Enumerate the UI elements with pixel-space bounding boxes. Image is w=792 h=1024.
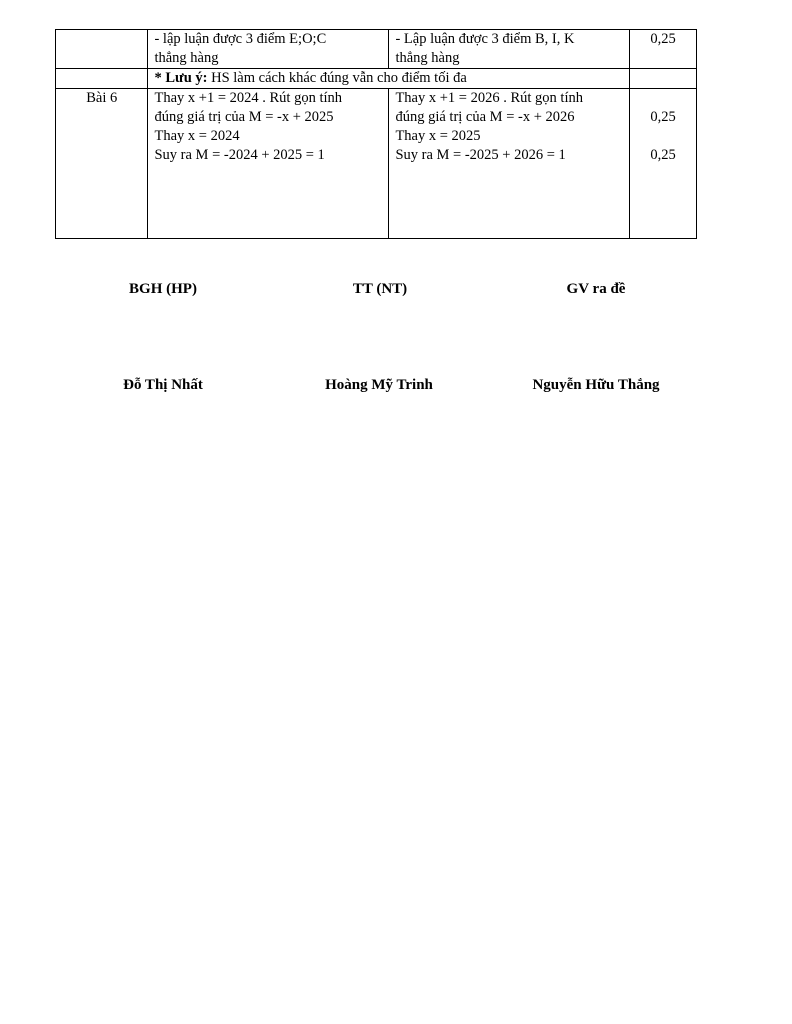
problem-label: Bài 6 (86, 90, 118, 106)
signature-title-principal: BGH (HP) (129, 281, 197, 297)
signature-title-teacher: GV ra đề (566, 281, 626, 297)
answer-line: thẳng hàng (154, 50, 219, 66)
score-value: 0,25 (650, 147, 676, 163)
answer-line: Thay x = 2025 (395, 128, 481, 144)
answer-line: đúng giá trị của M = -x + 2026 (395, 109, 575, 125)
note-text: HS làm cách khác đúng vẫn cho điểm tối đa (207, 70, 467, 86)
problem-cell (56, 69, 148, 89)
answer-cell-a (148, 30, 389, 69)
answer-line: đúng giá trị của M = -x + 2025 (154, 109, 334, 125)
signature-title-head: TT (NT) (352, 281, 408, 297)
grading-table (55, 29, 697, 239)
signature-name-head: Hoàng Mỹ Trinh (325, 377, 433, 393)
note-label: * Lưu ý: (154, 70, 208, 86)
signature-name-principal: Đỗ Thị Nhất (123, 377, 203, 393)
answer-line: Suy ra M = -2025 + 2026 = 1 (395, 147, 566, 163)
answer-cell-b (389, 89, 630, 239)
answer-cell-a (148, 89, 389, 239)
score-cell (630, 89, 697, 239)
score-cell (630, 30, 697, 69)
answer-line: Thay x = 2024 (154, 128, 240, 144)
score-value: 0,25 (650, 31, 676, 47)
answer-line: - Lập luận được 3 điểm B, I, K (395, 31, 575, 47)
answer-line: thẳng hàng (395, 50, 460, 66)
table-row (56, 89, 697, 239)
answer-cell-b (389, 30, 630, 69)
answer-line: Suy ra M = -2024 + 2025 = 1 (154, 147, 325, 163)
note-cell (148, 69, 630, 89)
problem-cell (56, 89, 148, 239)
table-row (56, 69, 697, 89)
score-cell (630, 69, 697, 89)
answer-line: - lập luận được 3 điểm E;O;C (154, 31, 327, 47)
answer-line: Thay x +1 = 2024 . Rút gọn tính (154, 90, 342, 106)
table-row (56, 30, 697, 69)
score-value: 0,25 (650, 109, 676, 125)
signature-name-teacher: Nguyễn Hữu Thắng (532, 377, 660, 393)
answer-line: Thay x +1 = 2026 . Rút gọn tính (395, 90, 583, 106)
problem-cell (56, 30, 148, 69)
